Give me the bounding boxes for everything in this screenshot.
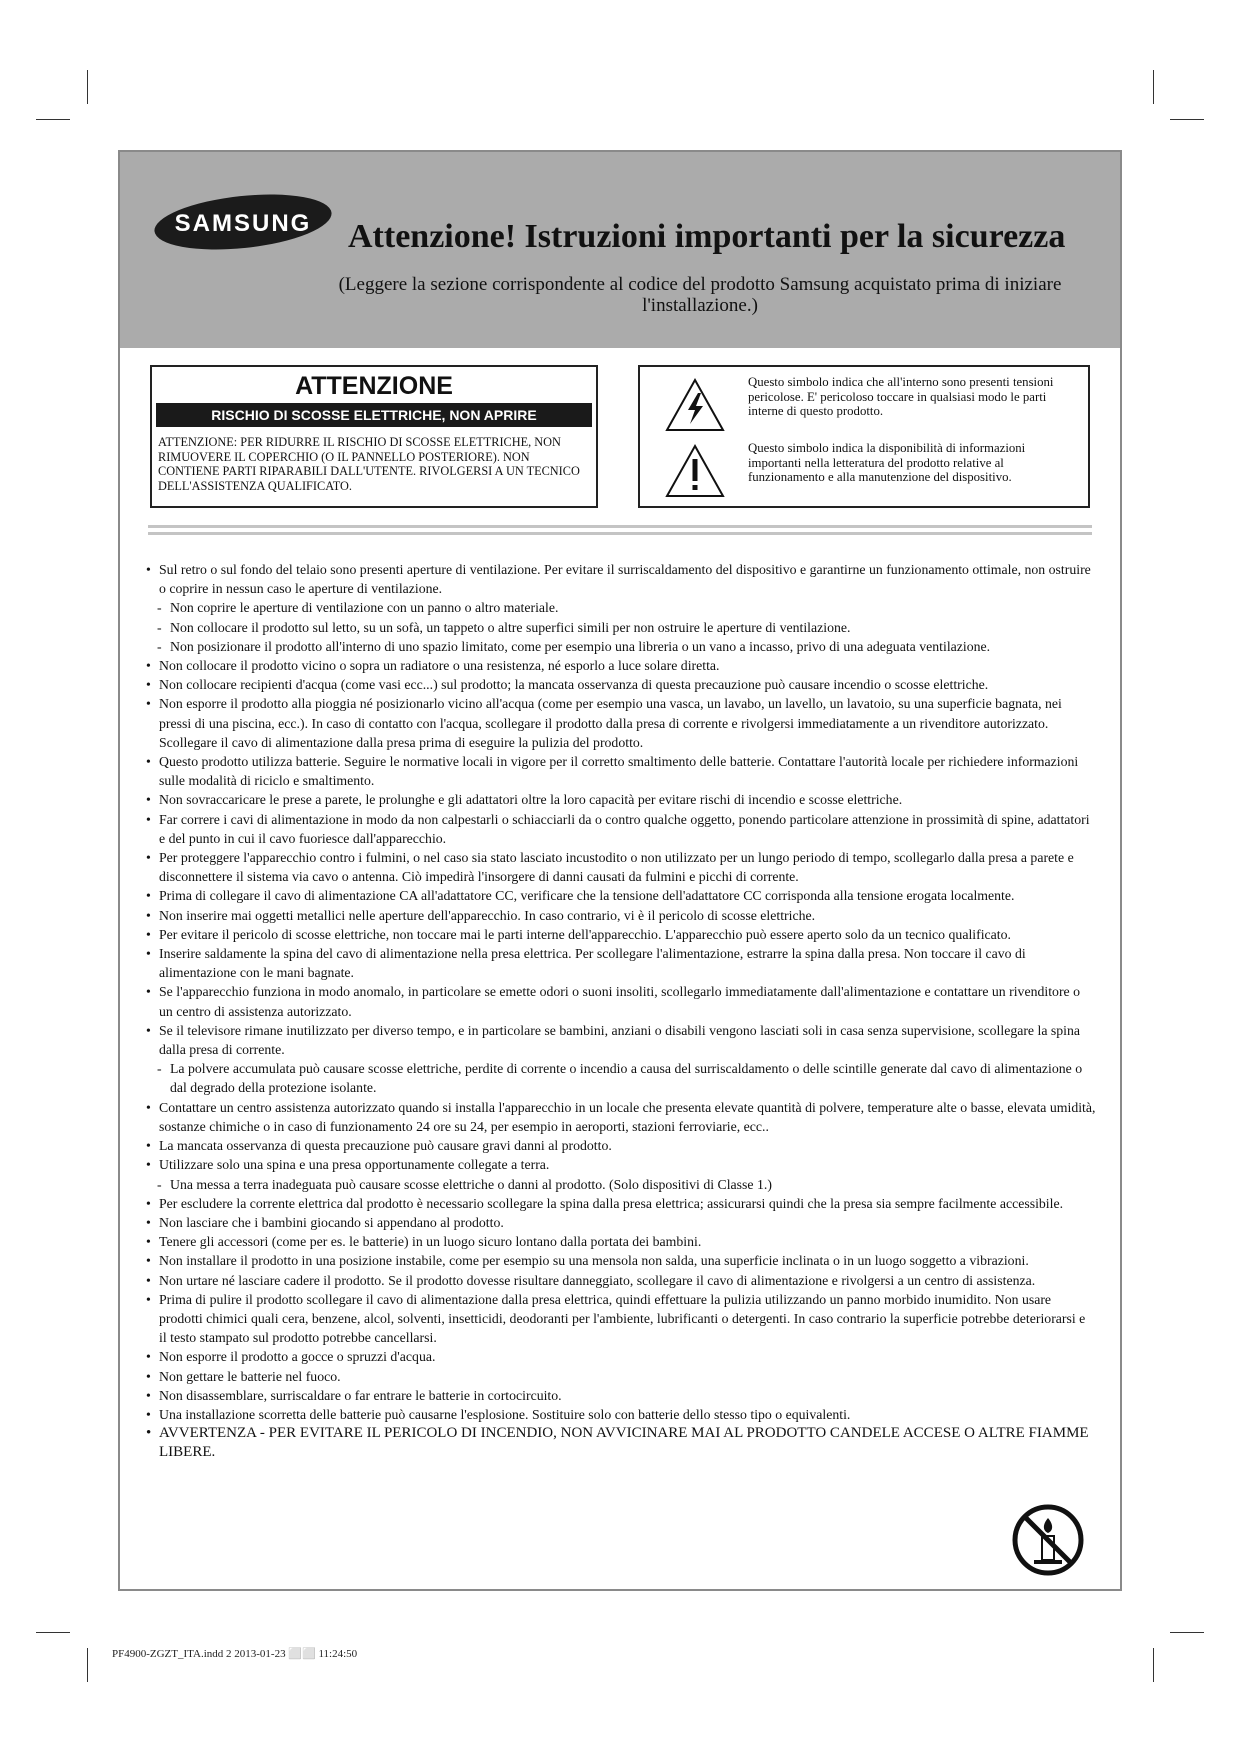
bullet-marker: • <box>146 792 151 808</box>
instruction-text: Una messa a terra inadeguata può causare scosse elettriche o danni al prodotto. (Solo dispositivi di Classe 1.) <box>170 1176 772 1192</box>
instruction-text: Sul retro o sul fondo del telaio sono presenti aperture di ventilazione. Per evitare il surriscaldamento del dispositivo e garantirne un funzionamento ottimale, non ostruire o coprire in nessun caso le aperture di ventilazione. <box>159 562 1091 597</box>
instruction-text: Non collocare recipienti d'acqua (come vasi ecc...) sul prodotto; la mancata osservanza di questa precauzione può causare incendio o scosse elettriche. <box>159 677 989 693</box>
instruction-text: Tenere gli accessori (come per es. le batterie) in un luogo sicuro lontano dalla portata dei bambini. <box>159 1234 702 1250</box>
bullet-marker: • <box>146 811 151 827</box>
instruction-text: Non lasciare che i bambini giocando si appendano al prodotto. <box>159 1214 504 1230</box>
instruction-text: Non esporre il prodotto alla pioggia né posizionarlo vicino all'acqua (come per esempio una vasca, un lavabo, un lavello, un lavatoio, su una superficie bagnata, nei pressi di una piscina, ecc.). In caso di contatto con l'acqua, scollegare il prodotto dalla presa di corrente e rivolgersi immediatamente a un rivenditore autorizzato. Scollegare il cavo di alimentazione dalla presa prima di eseguire la pulizia del prodotto. <box>159 696 1062 750</box>
bullet-marker: • <box>146 907 151 923</box>
bullet-marker: • <box>146 888 151 904</box>
crop-mark <box>36 119 70 120</box>
instruction-item <box>146 1021 1096 1059</box>
instruction-text: Far correre i cavi di alimentazione in modo da non calpestarli o schiacciarli da o contro qualche oggetto, ponendo particolare attenzione in prossimità di spine, adattatori e del punto in cui il cavo fuoriesce dall'apparecchio. <box>159 811 1090 846</box>
crop-mark <box>87 1648 88 1682</box>
instruction-item <box>146 1194 1096 1213</box>
bullet-marker: • <box>146 850 151 866</box>
instruction-text: Prima di pulire il prodotto scollegare il cavo di alimentazione dalla presa elettrica, quindi effettuare la pulizia utilizzando un panno morbido inumidito. Non usare prodotti chimici quali cera, benzene, alcol, solventi, insetticidi, deodoranti per l'ambiente, lubrificanti o detergenti. In caso contrario la superficie potrebbe deteriorarsi e il testo stampato sul prodotto potrebbe cancellarsi. <box>159 1291 1086 1346</box>
instruction-item <box>146 1347 1096 1366</box>
instruction-item <box>146 560 1096 598</box>
page-subtitle: (Leggere la sezione corrispondente al codice del prodotto Samsung acquistato prima di iniziare l'installazione.) <box>338 274 1062 316</box>
instruction-sub-item <box>146 1175 1096 1194</box>
header-band <box>120 152 1120 348</box>
instruction-text: Per escludere la corrente elettrica dal prodotto è necessario scollegare la spina dalla presa elettrica; assicurarsi quindi che la presa sia sempre facilmente accessibile. <box>159 1195 1064 1211</box>
bullet-marker: • <box>146 984 151 1000</box>
info-symbol-row <box>640 439 1088 505</box>
instruction-item <box>146 694 1096 752</box>
instruction-item <box>146 1405 1096 1424</box>
crop-mark <box>87 70 88 104</box>
instruction-text: Non inserire mai oggetti metallici nelle aperture dell'apparecchio. In caso contrario, vi è il pericolo di scosse elettriche. <box>159 907 816 923</box>
instruction-sub-item <box>146 1059 1096 1097</box>
dash-marker: - <box>157 600 162 616</box>
logo-text: SAMSUNG <box>174 210 312 237</box>
instruction-item <box>146 1271 1096 1290</box>
bullet-marker: • <box>146 1368 151 1384</box>
bullet-marker: • <box>146 1387 151 1403</box>
instruction-text: Prima di collegare il cavo di alimentazione CA all'adattatore CC, verificare che la tensione dell'adattatore CC corrisponda alla tensione erogata localmente. <box>159 888 1015 904</box>
bullet-marker: • <box>146 1253 151 1269</box>
bullet-marker: • <box>146 1157 151 1173</box>
instruction-text: Questo prodotto utilizza batterie. Seguire le normative locali in vigore per il corretto smaltimento delle batterie. Contattare l'autorità locale per richiedere informazioni sulle modalità di riciclo e smaltimento. <box>159 754 1079 789</box>
instruction-item <box>146 1213 1096 1232</box>
dash-marker: - <box>157 1176 162 1192</box>
bullet-marker: • <box>146 946 151 962</box>
divider <box>148 532 1092 535</box>
voltage-symbol-text: Questo simbolo indica che all'interno sono presenti tensioni pericolose. E' pericoloso toccare in qualsiasi modo le parti interne di questo prodotto. <box>748 375 1054 418</box>
instruction-text: La polvere accumulata può causare scosse elettriche, perdite di corrente o incendio a causa del surriscaldamento o delle scintille generate dal cavo di alimentazione o dal degrado della protezione isolante. <box>170 1061 1083 1096</box>
dash-marker: - <box>157 619 162 635</box>
instruction-item <box>146 944 1096 982</box>
crop-mark <box>1153 70 1154 104</box>
document-page <box>118 150 1122 1591</box>
instruction-text: Non installare il prodotto in una posizione instabile, come per esempio su una mensola non salda, una superficie inclinata o in un luogo soggetto a vibrazioni. <box>159 1253 1029 1269</box>
instruction-item <box>146 886 1096 905</box>
instruction-item <box>146 1232 1096 1251</box>
instruction-item <box>146 906 1096 925</box>
bullet-marker: • <box>146 1099 151 1115</box>
instruction-text: Non collocare il prodotto vicino o sopra un radiatore o una resistenza, né esporlo a luce solare diretta. <box>159 658 720 674</box>
instruction-text: La mancata osservanza di questa precauzione può causare gravi danni al prodotto. <box>159 1138 612 1154</box>
bullet-marker: • <box>146 677 151 693</box>
instruction-item <box>146 1155 1096 1174</box>
bullet-marker: • <box>146 1272 151 1288</box>
bullet-marker: • <box>146 754 151 770</box>
bullet-marker: • <box>146 1214 151 1230</box>
divider <box>148 525 1092 528</box>
instruction-item <box>146 1424 1096 1462</box>
samsung-logo <box>152 192 334 252</box>
instruction-item <box>146 656 1096 675</box>
info-symbol-text: Questo simbolo indica la disponibilità di informazioni importanti nella letteratura del prodotto relative al funzionamento e alla manutenzione del dispositivo. <box>748 441 1026 484</box>
lightning-triangle-icon <box>664 377 726 433</box>
instruction-item <box>146 790 1096 809</box>
instruction-text: Utilizzare solo una spina e una presa opportunamente collegate a terra. <box>159 1157 550 1173</box>
instruction-text: Una installazione scorretta delle batterie può causarne l'esplosione. Sostituire solo con batterie dello stesso tipo o equivalenti. <box>159 1406 851 1422</box>
instruction-item <box>146 810 1096 848</box>
instruction-text: Non sovraccaricare le prese a parete, le prolunghe e gli adattatori oltre la loro capacità per evitare rischi di incendio e scosse elettriche. <box>159 792 903 808</box>
page-title: Attenzione! Istruzioni importanti per la sicurezza <box>348 218 1066 255</box>
no-open-flame-icon <box>1010 1502 1086 1583</box>
dash-marker: - <box>157 638 162 654</box>
bullet-marker: • <box>146 562 151 577</box>
instruction-text: Non urtare né lasciare cadere il prodotto. Se il prodotto dovesse risultare danneggiato, scollegare il cavo di alimentazione e rivolgersi a un centro di assistenza. <box>159 1272 1036 1288</box>
instruction-text: AVVERTENZA - PER EVITARE IL PERICOLO DI INCENDIO, NON AVVICINARE MAI AL PRODOTTO CANDELE ACCESE O ALTRE FIAMME LIBERE. <box>159 1425 1089 1461</box>
instruction-text: Non gettare le batterie nel fuoco. <box>159 1368 341 1384</box>
instruction-text: Non coprire le aperture di ventilazione con un panno o altro materiale. <box>170 600 559 616</box>
instruction-text: Non posizionare il prodotto all'interno di uno spazio limitato, come per esempio una libreria o un vano a incasso, privo di una adeguata ventilazione. <box>170 638 991 654</box>
bullet-marker: • <box>146 926 151 942</box>
crop-mark <box>1153 1648 1154 1682</box>
instruction-item <box>146 1367 1096 1386</box>
instruction-sub-item <box>146 637 1096 656</box>
instruction-item <box>146 1290 1096 1348</box>
instruction-sub-item <box>146 598 1096 617</box>
instruction-sub-item <box>146 618 1096 637</box>
voltage-symbol-row <box>640 373 1088 439</box>
bullet-marker: • <box>146 658 151 674</box>
bullet-marker: • <box>146 1349 151 1365</box>
crop-mark <box>1170 119 1204 120</box>
bullet-marker: • <box>146 1195 151 1211</box>
instruction-item <box>146 752 1096 790</box>
bullet-marker: • <box>146 1406 151 1422</box>
instruction-text: Se l'apparecchio funziona in modo anomalo, in particolare se emette odori o suoni insoliti, scollegarlo immediatamente dall'alimentazione e contattare un rivenditore o un centro di assistenza autorizzato. <box>159 984 1081 1019</box>
warning-bar: RISCHIO DI SCOSSE ELETTRICHE, NON APRIRE <box>156 403 592 427</box>
instruction-text: Per evitare il pericolo di scosse elettriche, non toccare mai le parti interne dell'apparecchio. L'apparecchio può essere aperto solo da un tecnico qualificato. <box>159 926 1011 942</box>
instruction-item <box>146 1251 1096 1270</box>
symbols-box <box>638 365 1090 508</box>
bullet-marker: • <box>146 1291 151 1307</box>
instruction-text: Se il televisore rimane inutilizzato per diverso tempo, e in particolare se bambini, anziani o disabili vengono lasciati soli in casa senza supervisione, scollegare la spina dalla presa di corrente. <box>159 1022 1081 1058</box>
bullet-marker: • <box>146 1138 151 1154</box>
instruction-item <box>146 982 1096 1020</box>
warning-text: ATTENZIONE: PER RIDURRE IL RISCHIO DI SCOSSE ELETTRICHE, NON RIMUOVERE IL COPERCHIO (O IL PANNELLO POSTERIORE). NON CONTIENE PARTI RIPARABILI DALL'UTENTE. RIVOLGERSI A UN TECNICO DELL'ASSISTENZA QUALIFICATO. <box>158 435 580 493</box>
instruction-text: Non collocare il prodotto sul letto, su un sofà, un tappeto o altre superfici simili per non ostruire le aperture di ventilazione. <box>170 619 851 635</box>
file-info: PF4900-ZGZT_ITA.indd 2 2013-01-23 ⬜⬜ 11:24:50 <box>112 1648 358 1660</box>
instruction-text: Non disassemblare, surriscaldare o far entrare le batterie in cortocircuito. <box>159 1387 562 1403</box>
bullet-marker: • <box>146 1425 152 1442</box>
instruction-text: Non esporre il prodotto a gocce o spruzzi d'acqua. <box>159 1349 436 1365</box>
instructions-list <box>146 560 1096 1463</box>
instruction-item <box>146 925 1096 944</box>
instruction-item <box>146 675 1096 694</box>
instruction-item <box>146 1386 1096 1405</box>
instruction-item <box>146 848 1096 886</box>
instruction-text: Contattare un centro assistenza autorizzato quando si installa l'apparecchio in un locale che presenta elevate quantità di polvere, temperature alte o basse, elevata umidità, sostanze chimiche o in caso di funzionamento 24 ore su 24, per esempio in aeroporti, stazioni ferroviarie, ecc.. <box>159 1099 1096 1134</box>
exclamation-triangle-icon <box>664 443 726 499</box>
instruction-item <box>146 1098 1096 1136</box>
crop-mark <box>1170 1632 1204 1633</box>
instruction-text: Per proteggere l'apparecchio contro i fulmini, o nel caso sia stato lasciato incustodito o non utilizzato per un lungo periodo di tempo, scollegarlo dalla presa a parete e disconnettere il sistema via cavo o antenna. Ciò impedirà l'insorgere di danni causati da fulmini e picchi di corrente. <box>159 850 1074 885</box>
instruction-text: Inserire saldamente la spina del cavo di alimentazione nella presa elettrica. Per scollegare l'alimentazione, estrarre la spina dalla presa. Non toccare il cavo di alimentazione con le mani bagnate. <box>159 946 1026 981</box>
bullet-marker: • <box>146 1234 151 1250</box>
warning-box <box>150 365 598 508</box>
bullet-marker: • <box>146 1022 151 1038</box>
warning-title: ATTENZIONE <box>295 372 453 400</box>
crop-mark <box>36 1632 70 1633</box>
dash-marker: - <box>157 1061 162 1077</box>
bullet-marker: • <box>146 696 151 712</box>
instruction-item <box>146 1136 1096 1155</box>
